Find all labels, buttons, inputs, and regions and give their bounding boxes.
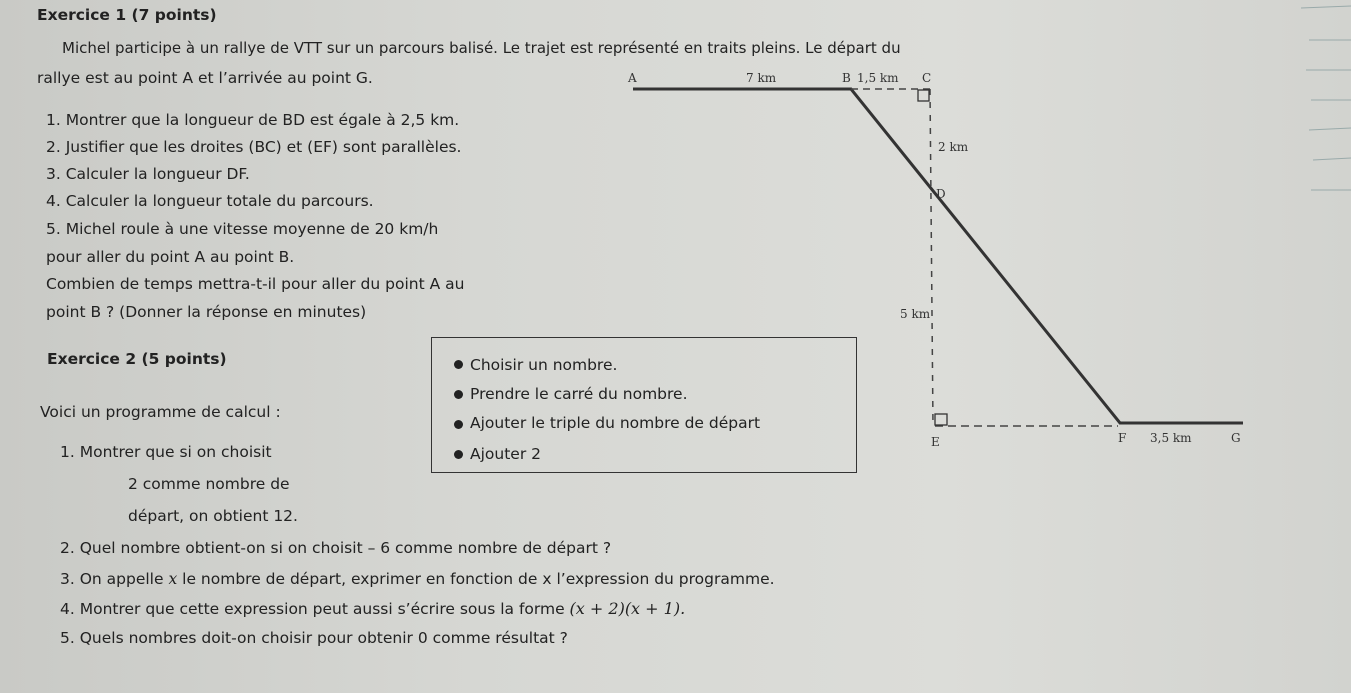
exercise1-question5-line3: Combien de temps mettra-t-il pour aller du point A au — [46, 275, 465, 293]
exercise2-question5: 5. Quels nombres doit-on choisir pour obtenir 0 comme résultat ? — [60, 629, 568, 647]
label-dist-bc: 1,5 km — [857, 71, 899, 85]
exercise1-question5-line1: 5. Michel roule à une vitesse moyenne de 20 km/h — [46, 220, 439, 238]
right-angle-e — [935, 414, 947, 425]
exercise1-question4: 4. Calculer la longueur totale du parcours. — [46, 192, 374, 210]
exercise1-title: Exercice 1 (7 points) — [37, 6, 217, 24]
bullet-icon — [454, 420, 463, 429]
exercise2-title: Exercice 2 (5 points) — [47, 350, 227, 368]
right-angle-c — [918, 90, 929, 101]
exercise2-question1-line3: départ, on obtient 12. — [128, 507, 298, 525]
bullet-icon — [454, 360, 463, 369]
exercise2-question4 — [60, 601, 685, 618]
program-step-3: Ajouter le triple du nombre de départ — [470, 414, 761, 432]
label-a: A — [628, 71, 637, 85]
exercise1-intro-line2: rallye est au point A et l’arrivée au point G. — [37, 69, 373, 87]
label-dist-fg: 3,5 km — [1150, 431, 1192, 445]
label-dist-de: 5 km — [900, 307, 931, 321]
exercise1-question5-line4: point B ? (Donner la réponse en minutes) — [46, 303, 367, 321]
program-box — [431, 337, 857, 473]
bullet-icon — [454, 450, 463, 459]
q3-text-start: 3. On appelle — [60, 570, 169, 588]
label-e: E — [931, 435, 940, 449]
exercise2-question1-line1: 1. Montrer que si on choisit — [60, 443, 272, 461]
exercise1-question1: 1. Montrer que la longueur de BD est égale à 2,5 km. — [46, 111, 460, 129]
exercise2-question3 — [60, 572, 775, 588]
label-d: D — [936, 187, 946, 201]
label-dist-ab: 7 km — [746, 71, 777, 85]
exercise1-question5-line2: pour aller du point A au point B. — [46, 248, 295, 266]
notebook-margin-lines — [1301, 0, 1351, 693]
segment-ce-dashed — [930, 89, 933, 426]
label-c: C — [922, 71, 932, 85]
q3-variable: x — [168, 570, 178, 588]
exercise1-intro-line1: Michel participe à un rallye de VTT sur un parcours balisé. Le trajet est représenté en traits pleins. Le départ du — [62, 39, 901, 57]
bullet-icon — [454, 390, 463, 399]
program-step-1: Choisir un nombre. — [470, 356, 618, 374]
q4-text: 4. Montrer que cette expression peut aussi s’écrire sous la forme — [60, 600, 570, 618]
q4-expression: (x + 2)(x + 1). — [569, 599, 686, 618]
label-g: G — [1231, 431, 1241, 445]
exercise1-question2: 2. Justifier que les droites (BC) et (EF) sont parallèles. — [46, 138, 462, 156]
label-b: B — [842, 71, 851, 85]
exercise2-question2: 2. Quel nombre obtient-on si on choisit – 6 comme nombre de départ ? — [60, 539, 612, 557]
label-f: F — [1118, 431, 1127, 445]
exercise1-question3: 3. Calculer la longueur DF. — [46, 165, 250, 183]
q3-text-end: le nombre de départ, exprimer en fonction de x l’expression du programme. — [177, 570, 775, 588]
exercise2-question1-line2: 2 comme nombre de — [128, 475, 290, 493]
program-step-4: Ajouter 2 — [470, 445, 541, 463]
exercise2-intro: Voici un programme de calcul : — [40, 403, 281, 421]
label-dist-cd: 2 km — [938, 140, 969, 154]
program-step-2: Prendre le carré du nombre. — [470, 385, 688, 403]
